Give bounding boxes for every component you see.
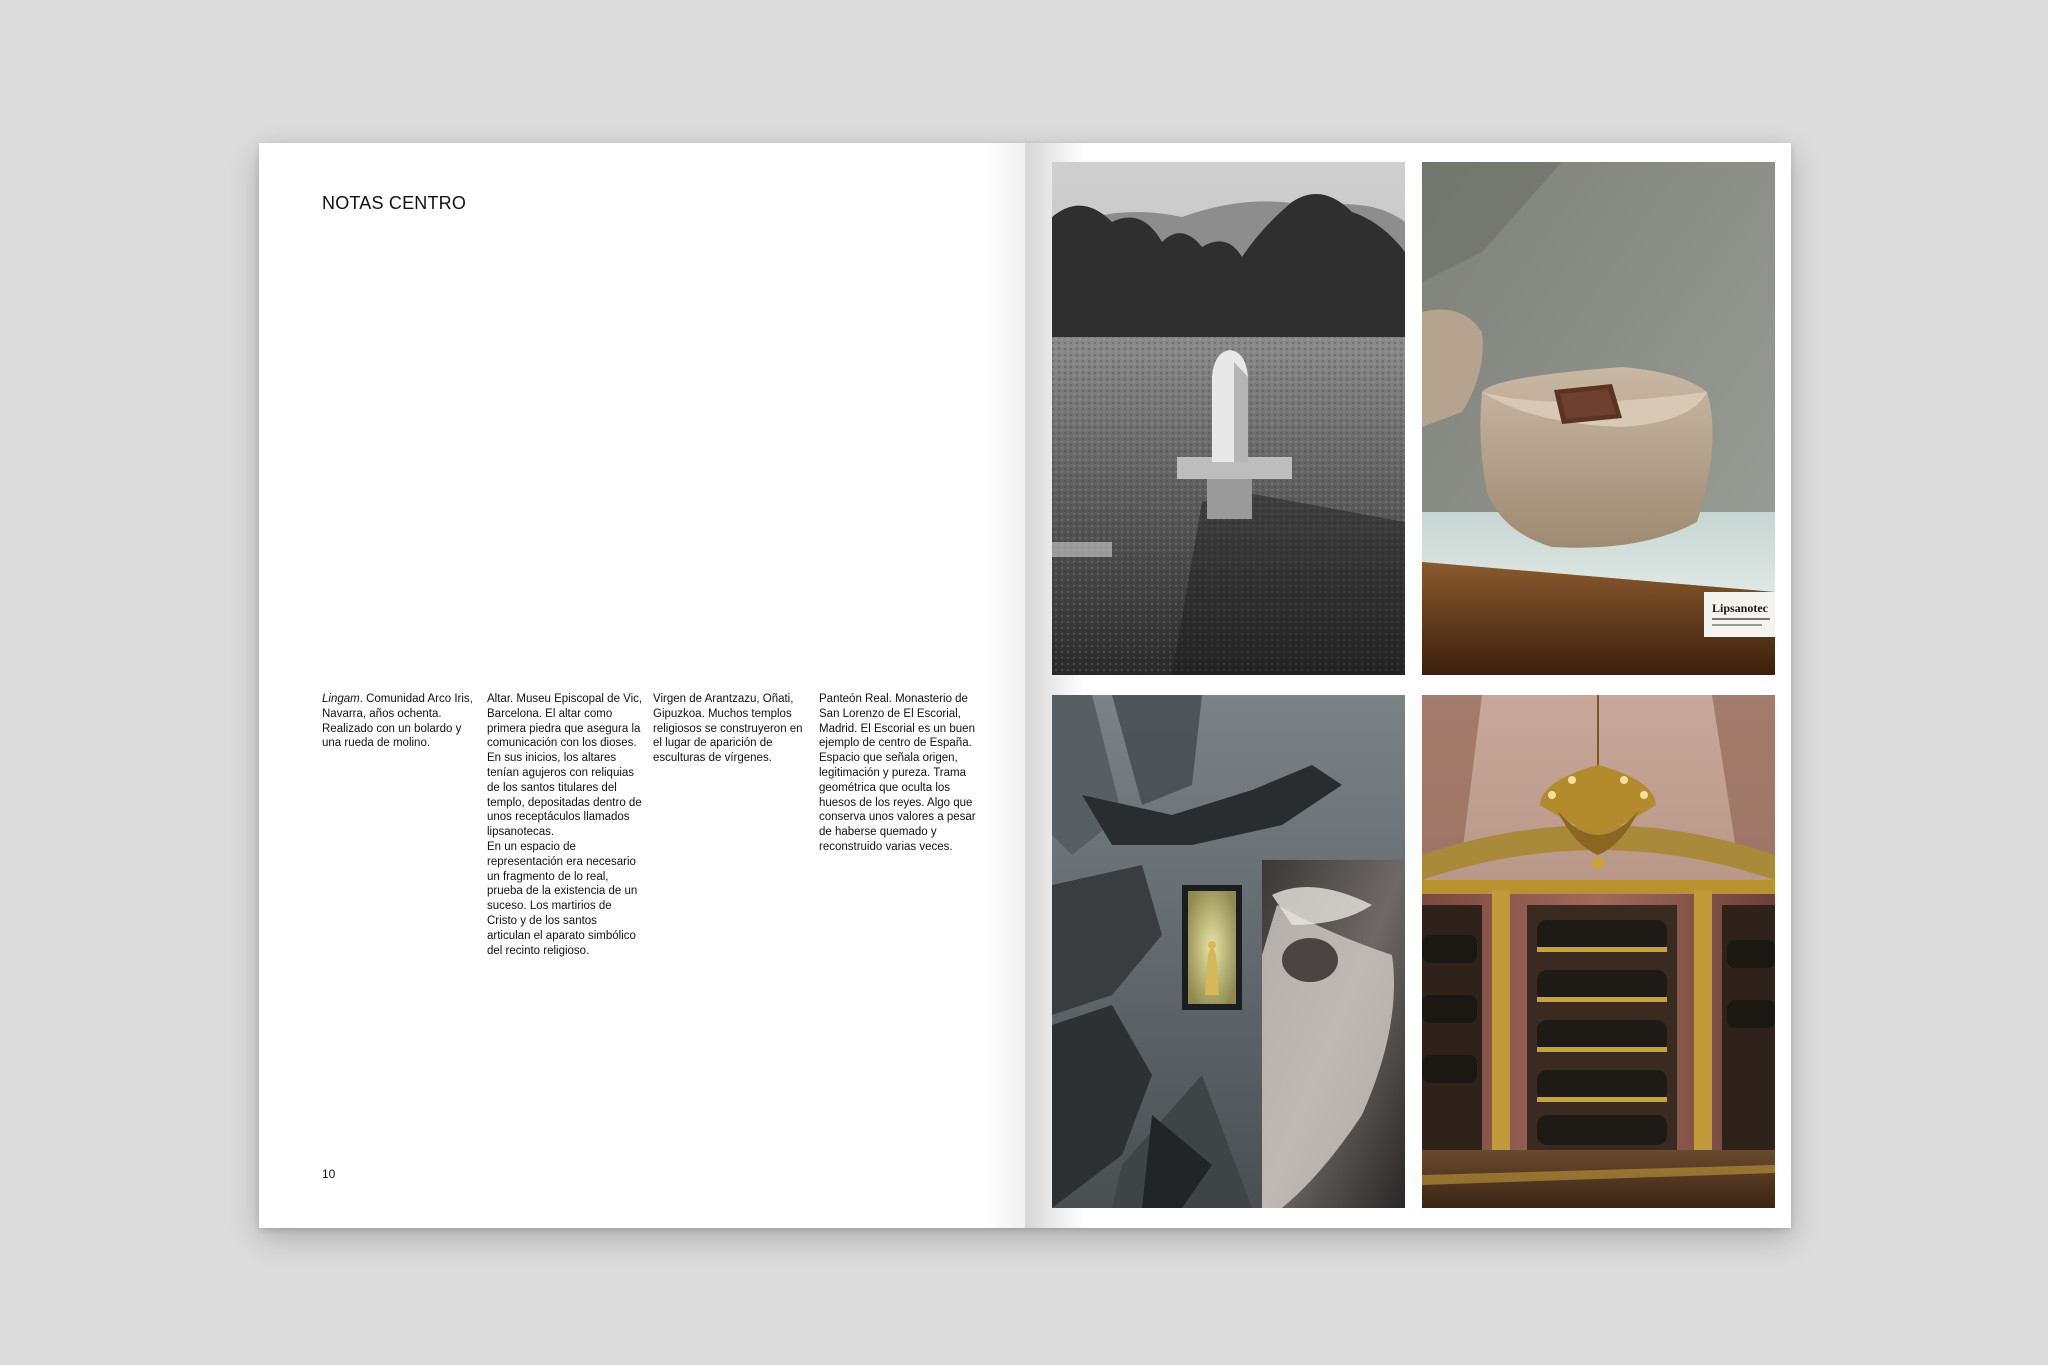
- text-column-panteon: [819, 692, 985, 855]
- altar-caption-continued: En un espacio de representación era necesario un fragmento de lo real, prueba de la existencia de un suceso. Los martirios de Cristo y de los santos articulan el aparato simbólico del recinto religioso.: [487, 840, 638, 957]
- panteon-real-photo: [1422, 695, 1775, 1208]
- lingam-italic-term: Lingam: [322, 693, 360, 705]
- text-column-altar: [487, 692, 643, 958]
- book-spread: [259, 143, 1791, 1228]
- text-column-arantzazu: [653, 692, 809, 766]
- lipsanoteca-photo: [1422, 162, 1775, 675]
- left-page: [259, 143, 1025, 1228]
- lingam-photo: [1052, 162, 1405, 675]
- page-number: 10: [322, 1167, 336, 1181]
- arantzazu-caption: Virgen de Arantzazu, Oñati, Gipuzkoa. Muchos templos religiosos se construyeron en el lugar de aparición de esculturas de vírgenes.: [653, 693, 803, 765]
- page-title: NOTAS CENTRO: [322, 193, 467, 213]
- text-column-lingam: [322, 692, 478, 751]
- gutter-shadow-left: [985, 143, 1025, 1228]
- lingam-caption: . Comunidad Arco Iris, Navarra, años ochenta. Realizado con un bolardo y una rueda de molino.: [322, 693, 473, 750]
- panteon-caption: Panteón Real. Monasterio de San Lorenzo de El Escorial, Madrid. El Escorial es un buen ejemplo de centro de España. Espacio que señala origen, legitimación y pureza. Trama geométrica que oculta los huesos de los reyes. Algo que conserva unos valores a pesar de haberse quemado y reconstruido varias veces.: [819, 693, 976, 853]
- lipsanoteca-label: Lipsanotec: [1712, 601, 1769, 615]
- arantzazu-photo: [1052, 695, 1405, 1208]
- altar-caption: Altar. Museu Episcopal de Vic, Barcelona. El altar como primera piedra que asegura la comunicación con los dioses. En sus inicios, los altares tenían agujeros con reliquias de los santos titulares del templo, depositadas dentro de unos receptáculos llamados lipsanotecas.: [487, 693, 643, 839]
